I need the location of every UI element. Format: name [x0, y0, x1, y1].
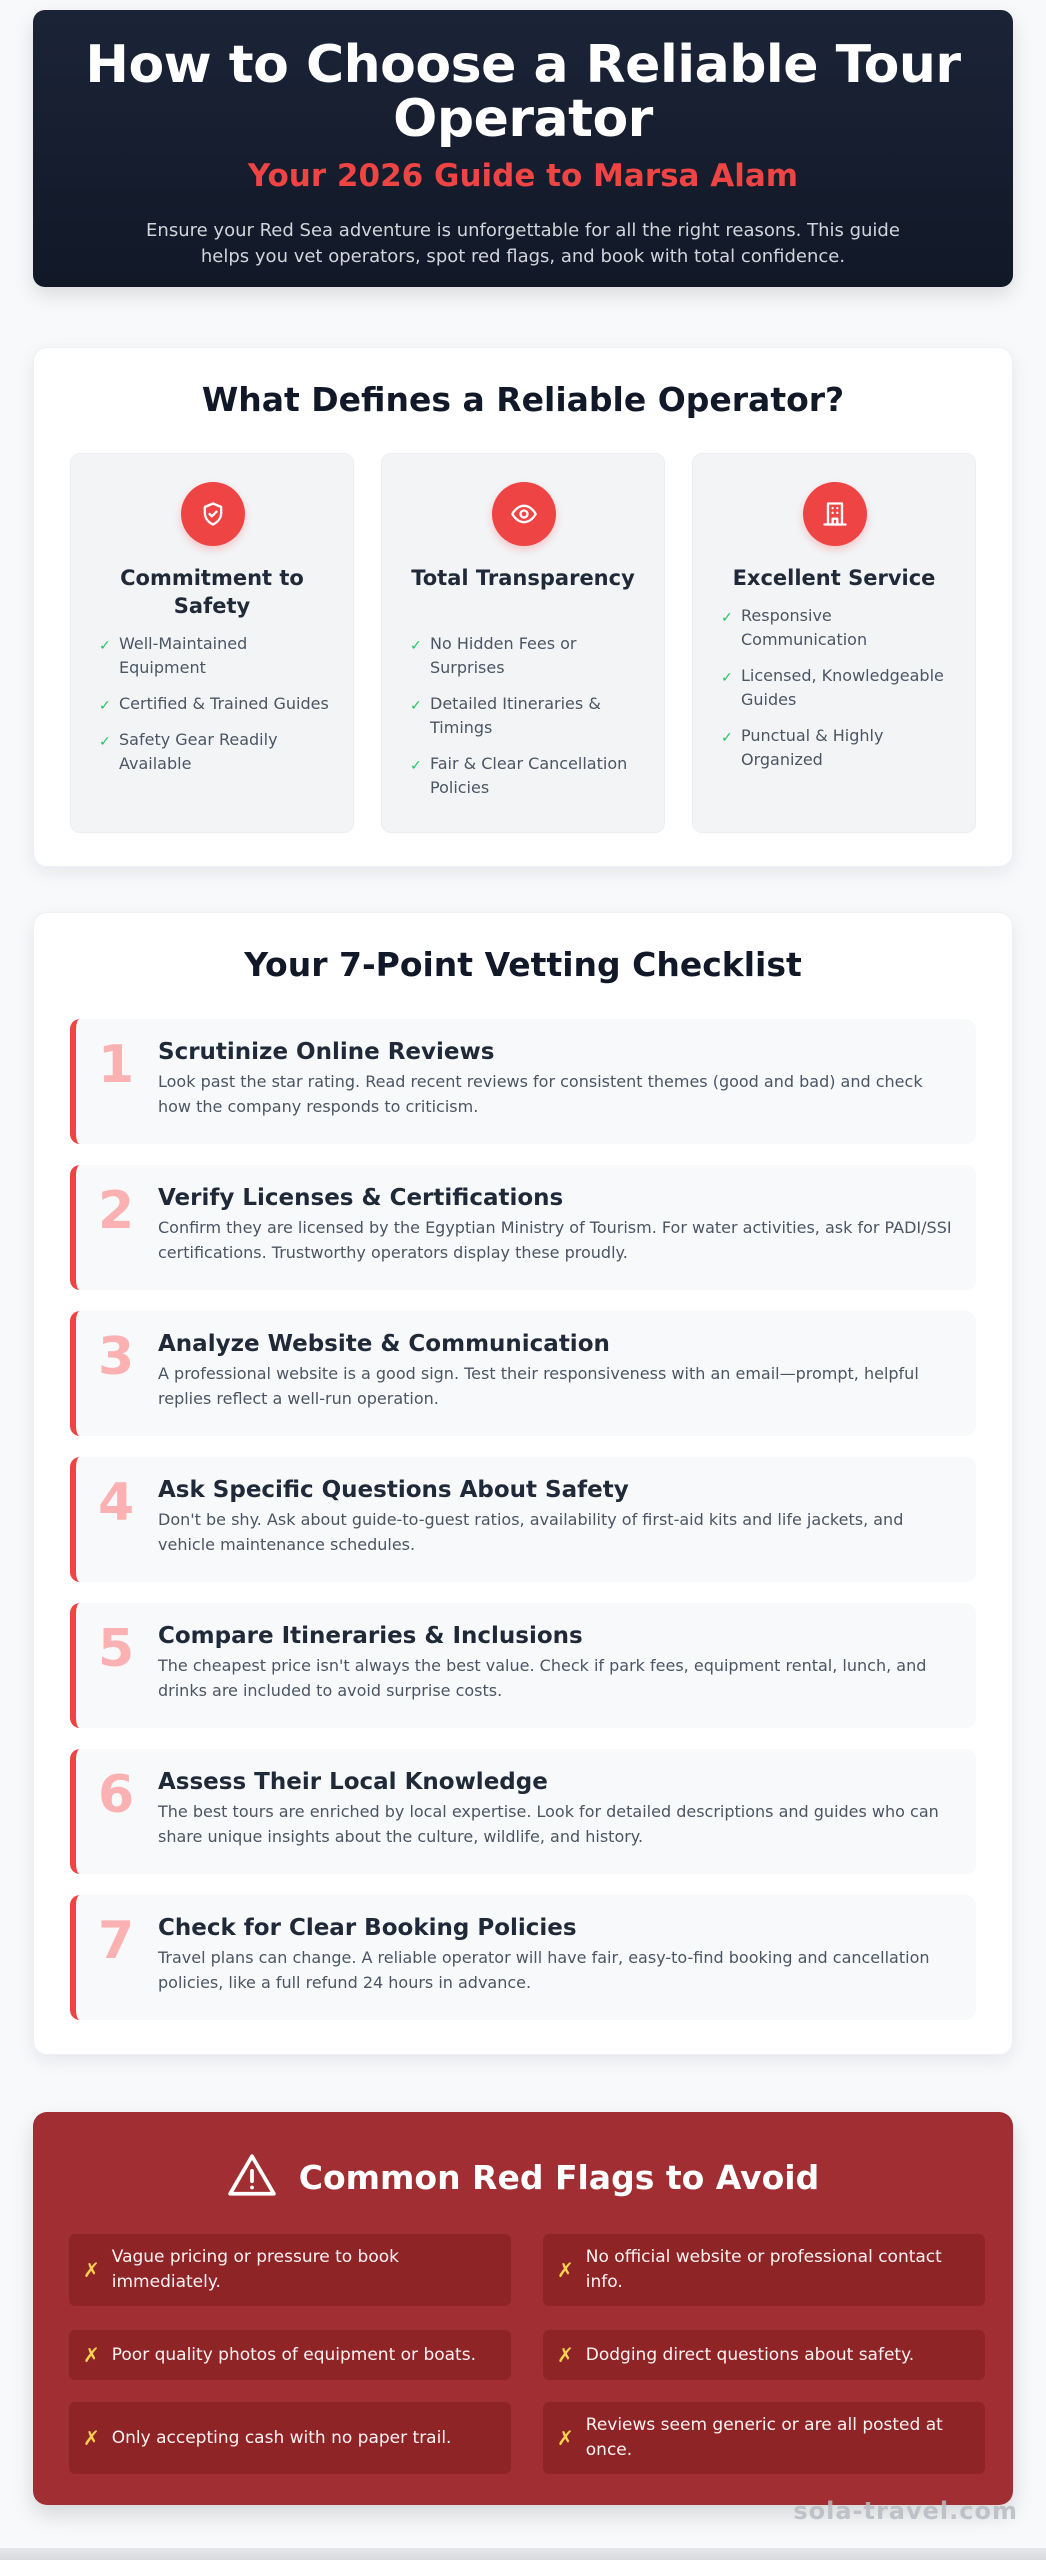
step-description: Travel plans can change. A reliable operator will have fair, easy-to-find booking and cancellation policies, like a full refund 24 hours in advance.: [158, 1948, 930, 1992]
page-subtitle: Your 2026 Guide to Marsa Alam: [247, 158, 799, 194]
list-item: [721, 724, 961, 772]
list-item-text: Safety Gear Readily Available: [119, 730, 278, 773]
pillar-card-transparency: [381, 453, 665, 833]
red-flag-item: [543, 2330, 985, 2380]
checklist-item: [70, 1895, 976, 2020]
red-flags-header: [33, 2152, 1013, 2202]
pillar-list: [410, 632, 650, 812]
x-mark-icon: ✗: [83, 2343, 100, 2367]
red-flag-item: [543, 2402, 985, 2474]
check-icon: ✓: [99, 698, 111, 714]
section-title: What Defines a Reliable Operator?: [201, 380, 845, 419]
red-flag-text: Vague pricing or pressure to book immediately.: [111, 2247, 399, 2292]
check-icon: ✓: [99, 638, 111, 654]
list-item-text: Fair & Clear Cancellation Policies: [430, 754, 628, 797]
step-description: Confirm they are licensed by the Egyptian Ministry of Tourism. For water activities, ask for PADI/SSI certifications. Trustworthy operators display these proudly.: [158, 1218, 952, 1262]
check-icon: ✓: [410, 758, 422, 774]
step-description: Look past the star rating. Read recent reviews for consistent themes (good and bad) and check how the company responds to criticism.: [158, 1072, 923, 1116]
step-number: 3: [98, 1327, 135, 1387]
step-title: Check for Clear Booking Policies: [158, 1915, 577, 1941]
x-mark-icon: ✗: [83, 2426, 100, 2450]
step-number: 2: [98, 1181, 135, 1241]
warning-triangle-icon: [227, 2152, 277, 2202]
pillar-title: Total Transparency: [411, 566, 635, 590]
step-number: 4: [98, 1473, 135, 1533]
check-icon: ✓: [410, 698, 422, 714]
red-flag-text: Reviews seem generic or are all posted at once.: [585, 2415, 943, 2460]
checklist-item: [70, 1311, 976, 1436]
list-item-text: Licensed, Knowledgeable Guides: [741, 666, 944, 709]
checklist-item: [70, 1603, 976, 1728]
hero-banner: [33, 10, 1013, 287]
step-number: 6: [98, 1765, 135, 1825]
x-mark-icon: ✗: [83, 2258, 100, 2282]
list-item-text: Responsive Communication: [741, 606, 868, 649]
pillar-list: [721, 604, 961, 784]
step-title: Analyze Website & Communication: [158, 1331, 610, 1357]
step-number: 1: [98, 1035, 135, 1095]
list-item: [410, 632, 650, 680]
pillar-card-safety: [70, 453, 354, 833]
step-description: Don't be shy. Ask about guide-to-guest ratios, availability of first-aid kits and life jackets, and vehicle maintenance schedules.: [158, 1510, 904, 1554]
red-flag-text: No official website or professional contact info.: [585, 2247, 942, 2292]
red-flag-text: Only accepting cash with no paper trail.: [111, 2427, 452, 2448]
list-item: [99, 632, 339, 680]
step-title: Ask Specific Questions About Safety: [158, 1477, 629, 1503]
reliable-operator-section: [33, 347, 1013, 867]
eye-icon: [492, 482, 556, 546]
x-mark-icon: ✗: [557, 2343, 574, 2367]
list-item-text: Certified & Trained Guides: [119, 694, 329, 713]
checklist-item: [70, 1457, 976, 1582]
list-item: [721, 664, 961, 712]
checklist-item: [70, 1165, 976, 1290]
red-flags-section: [33, 2112, 1013, 2505]
step-number: 7: [98, 1911, 135, 1971]
list-item-text: Punctual & Highly Organized: [741, 726, 884, 769]
vetting-checklist-section: [33, 912, 1013, 2055]
step-title: Assess Their Local Knowledge: [158, 1769, 548, 1795]
check-icon: ✓: [99, 734, 111, 750]
list-item: [99, 692, 339, 716]
shield-check-icon: [181, 482, 245, 546]
step-description: A professional website is a good sign. Test their responsiveness with an email—prompt, helpful replies reflect a well-run operation.: [158, 1364, 919, 1408]
x-mark-icon: ✗: [557, 2426, 574, 2450]
section-title: Your 7-Point Vetting Checklist: [244, 945, 802, 984]
red-flag-item: [69, 2234, 511, 2306]
pillar-list: [99, 632, 339, 788]
building-icon: [803, 482, 867, 546]
checklist-item: [70, 1749, 976, 1874]
step-title: Verify Licenses & Certifications: [158, 1185, 564, 1211]
x-mark-icon: ✗: [557, 2258, 574, 2282]
step-title: Compare Itineraries & Inclusions: [158, 1623, 583, 1649]
list-item: [410, 752, 650, 800]
red-flag-text: Dodging direct questions about safety.: [585, 2344, 915, 2365]
watermark: sola-travel.com: [793, 2497, 1018, 2525]
red-flag-item: [69, 2402, 511, 2474]
pillar-title: Excellent Service: [732, 566, 936, 590]
step-description: The cheapest price isn't always the best value. Check if park fees, equipment rental, lunch, and drinks are included to avoid surprise costs.: [158, 1656, 927, 1700]
page-bottom-edge: [0, 2548, 1046, 2560]
list-item-text: No Hidden Fees or Surprises: [430, 634, 577, 677]
pillar-title: Commitment to Safety: [120, 566, 304, 618]
pillars-grid: [70, 453, 976, 833]
list-item-text: Well-Maintained Equipment: [119, 634, 248, 677]
red-flag-item: [69, 2330, 511, 2380]
red-flag-text: Poor quality photos of equipment or boats.: [111, 2344, 476, 2365]
step-number: 5: [98, 1619, 135, 1679]
section-title: Common Red Flags to Avoid: [298, 2157, 820, 2197]
red-flag-item: [543, 2234, 985, 2306]
check-icon: ✓: [721, 670, 733, 686]
check-icon: ✓: [410, 638, 422, 654]
list-item: [721, 604, 961, 652]
list-item: [410, 692, 650, 740]
list-item-text: Detailed Itineraries & Timings: [430, 694, 601, 737]
check-icon: ✓: [721, 730, 733, 746]
hero-description: Ensure your Red Sea adventure is unforgettable for all the right reasons. This guide helps you vet operators, spot red flags, and book with total confidence.: [146, 220, 900, 267]
checklist-item: [70, 1019, 976, 1144]
step-description: The best tours are enriched by local expertise. Look for detailed descriptions and guides who can share unique insights about the culture, wildlife, and history.: [158, 1802, 939, 1846]
list-item: [99, 728, 339, 776]
pillar-card-service: [692, 453, 976, 833]
page-title: How to Choose a Reliable Tour Operator: [85, 35, 961, 149]
step-title: Scrutinize Online Reviews: [158, 1039, 495, 1065]
check-icon: ✓: [721, 610, 733, 626]
